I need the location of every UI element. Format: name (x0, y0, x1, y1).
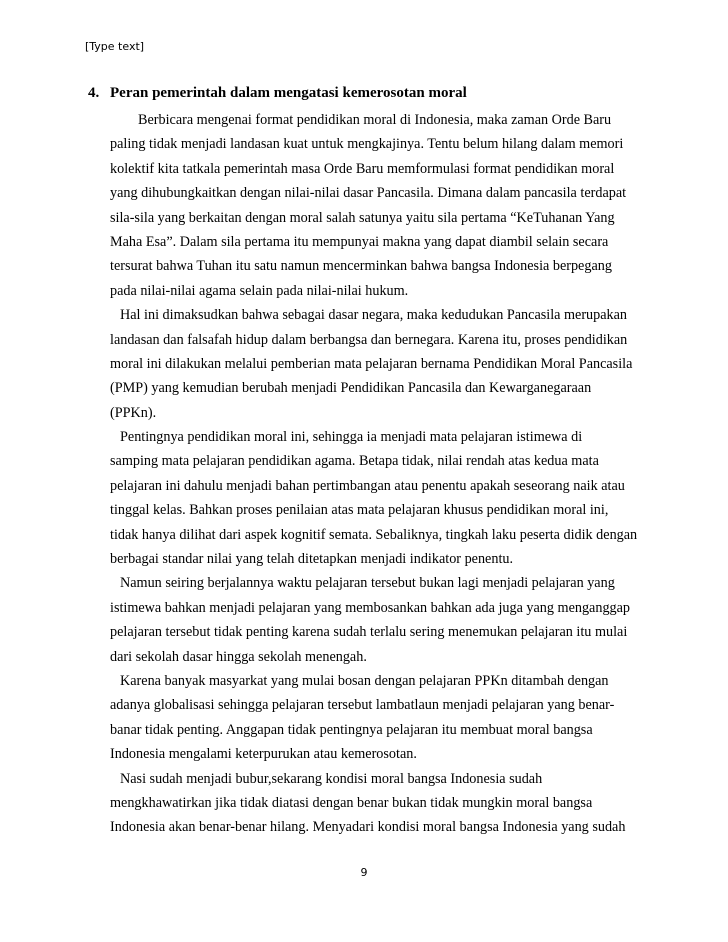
text-line: Namun seiring berjalannya waktu pelajaran tersebut bukan lagi menjadi pelajaran yang (120, 575, 615, 592)
text-line: berbagai standar nilai yang telah ditetapkan menjadi indikator penentu. (110, 551, 514, 568)
text-line: pelajaran tersebut tidak penting karena sudah terlalu sering menemukan pelajaran itu mulai (110, 624, 628, 641)
text-line: kolektif kita tatkala pemerintah masa Orde Baru memformulasi format pendidikan moral (110, 160, 615, 177)
page-header: [Type text] (85, 40, 145, 53)
text-line: yang dihubungkaitkan dengan nilai-nilai dasar Pancasila. Dimana dalam pancasila terdapat (110, 185, 627, 202)
text-line: Maha Esa”. Dalam sila pertama itu mempunyai makna yang dapat diambil selain secara (110, 233, 609, 250)
text-line: Nasi sudah menjadi bubur,sekarang kondisi moral bangsa Indonesia sudah (120, 770, 543, 787)
text-line: mengkhawatirkan jika tidak diatasi dengan benar bukan tidak mungkin moral bangsa (110, 794, 593, 811)
text-line: paling tidak menjadi landasan kuat untuk mengkajinya. Tentu belum hilang dalam memori (110, 136, 624, 153)
section-title: Peran pemerintah dalam mengatasi kemerosotan moral (110, 85, 467, 101)
section-heading (88, 85, 467, 102)
text-line: sila-sila yang berkaitan dengan moral salah satunya yaitu sila pertama “KeTuhanan Yang (110, 209, 615, 226)
text-line: samping mata pelajaran pendidikan agama. Betapa tidak, nilai rendah atas kedua mata (110, 453, 599, 470)
text-line: tersurat bahwa Tuhan itu satu namun mencerminkan bahwa bangsa Indonesia berpegang (110, 258, 612, 275)
section-number: 4. (88, 85, 100, 101)
text-line: Hal ini dimaksudkan bahwa sebagai dasar negara, maka kedudukan Pancasila merupakan (120, 307, 628, 324)
text-line: Pentingnya pendidikan moral ini, sehingga ia menjadi mata pelajaran istimewa di (120, 429, 583, 446)
text-line: Berbicara mengenai format pendidikan moral di Indonesia, maka zaman Orde Baru (138, 112, 612, 128)
text-line: Indonesia mengalami keterpurukan atau kemerosotan. (110, 746, 417, 763)
text-line: Indonesia akan benar-benar hilang. Menyadari kondisi moral bangsa Indonesia yang sudah (110, 819, 626, 836)
text-line: pada nilai-nilai agama selain pada nilai-nilai hukum. (110, 282, 409, 299)
page-number: 9 (360, 866, 368, 879)
text-line: (PPKn). (110, 404, 157, 421)
text-line: banar tidak penting. Anggapan tidak pentingnya pelajaran itu membuat moral bangsa (110, 721, 593, 738)
text-line: istimewa bahkan menjadi pelajaran yang membosankan bahkan ada juga yang menganggap (110, 599, 631, 616)
text-line: (PMP) yang kemudian berubah menjadi Pendidikan Pancasila dan Kewarganegaraan (110, 380, 592, 397)
text-line: pelajaran ini dahulu menjadi bahan pertimbangan atau penentu apakah seseorang naik atau (110, 477, 625, 494)
text-line: tinggal kelas. Bahkan proses penilaian atas mata pelajaran khusus pendidikan moral ini, (110, 502, 609, 519)
text-line: dari sekolah dasar hingga sekolah menengah. (110, 648, 367, 665)
body-text (110, 108, 650, 840)
text-line: landasan dan falsafah hidup dalam berbangsa dan bernegara. Karena itu, proses pendidikan (110, 331, 628, 348)
text-line: moral ini dilakukan melalui pemberian mata pelajaran bernama Pendidikan Moral Pancasila (110, 355, 633, 372)
text-line: tidak hanya dilihat dari aspek kognitif semata. Sebaliknya, tingkah laku peserta didik dengan (110, 526, 638, 543)
text-line: adanya globalisasi sehingga pelajaran tersebut lambatlaun menjadi pelajaran yang benar- (110, 697, 615, 714)
text-line: Karena banyak masyarkat yang mulai bosan dengan pelajaran PPKn ditambah dengan (120, 672, 609, 689)
